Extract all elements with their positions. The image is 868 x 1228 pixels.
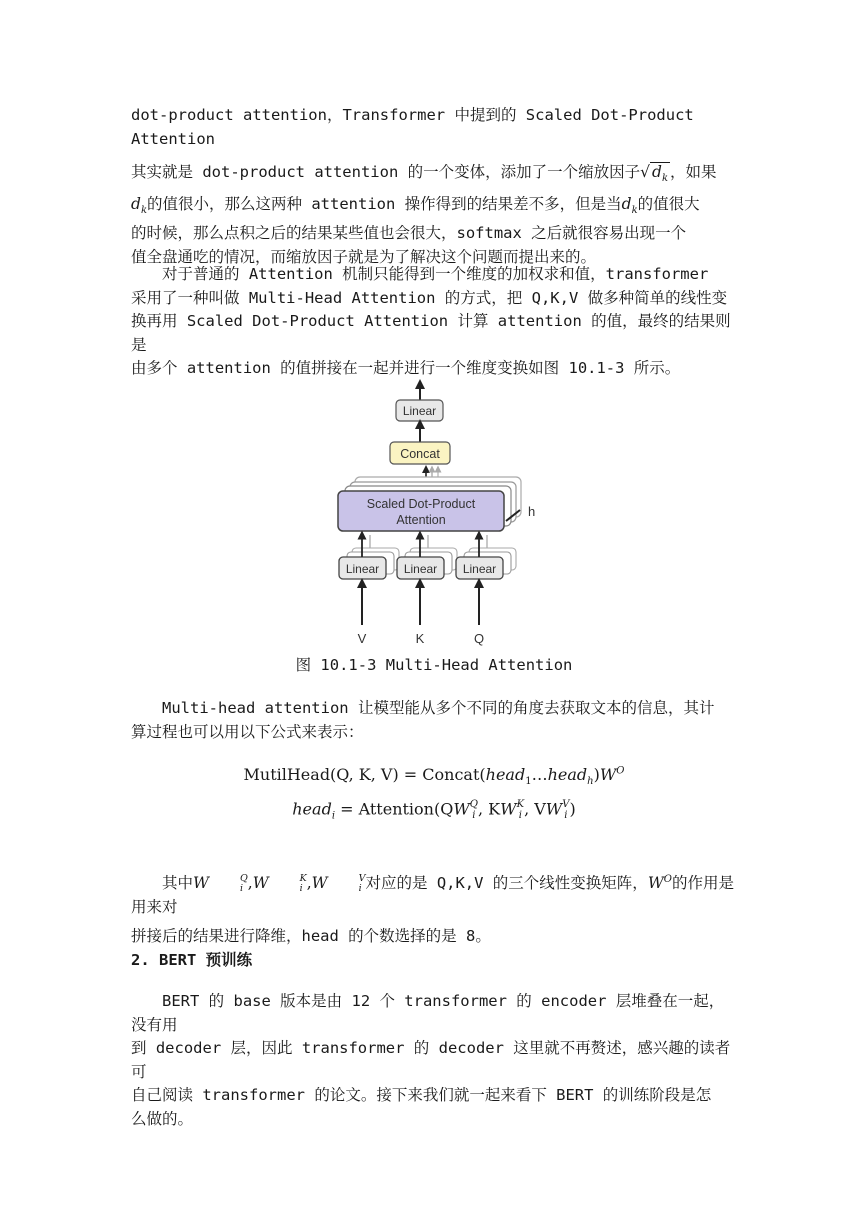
math-sup: O bbox=[663, 874, 672, 885]
line-text: 的作用是用来对 bbox=[131, 874, 734, 916]
math-sup: Q bbox=[239, 872, 248, 884]
math-W: W bbox=[193, 874, 209, 893]
line-text: 其实就是 dot-product attention 的一个变体，添加了一个缩放因子 bbox=[131, 163, 641, 181]
line-text: 的值很大 bbox=[637, 194, 700, 213]
linear-v-group bbox=[339, 548, 399, 579]
line-text: Multi-head attention 让模型能从多个不同的角度去获取文本的信息，其计 bbox=[162, 699, 715, 717]
line-text: 换再用 Scaled Dot-Product Attention 计算 attention 的值，最终的结果则是 bbox=[131, 312, 731, 354]
formula-multihead bbox=[0, 765, 868, 787]
text-line bbox=[131, 721, 737, 745]
text-line bbox=[131, 697, 737, 721]
text-line bbox=[131, 925, 737, 949]
line-text: 自己阅读 transformer 的论文。接下来我们就一起来看下 BERT 的训练阶段是怎 bbox=[131, 1086, 712, 1104]
text-line: 其中W Q i ,W K i ,W V i 对应的是 Q,K,V 的三个线性变换矩阵，$W^O$的作用是用来对 bbox=[131, 872, 734, 916]
input-v-label: V bbox=[357, 631, 367, 646]
line-text: 由多个 attention 的值拼接在一起并进行一个维度变换如图 10.1-3 所示。 bbox=[131, 359, 681, 377]
linear-k-label: Linear bbox=[403, 562, 438, 576]
concat-box bbox=[390, 442, 450, 464]
math-supsub bbox=[517, 799, 524, 821]
formula-text: , V bbox=[524, 799, 546, 819]
line-text: ，如果 bbox=[670, 163, 717, 181]
math-supsub bbox=[269, 874, 307, 894]
math-sub: i bbox=[239, 882, 243, 894]
formula-text: MutilHead(Q, K, V) = Concat( bbox=[243, 765, 486, 784]
section-heading: 2. BERT 预训练 bbox=[131, 951, 253, 969]
paragraph-matrices bbox=[131, 868, 737, 949]
text-line bbox=[131, 1108, 737, 1132]
math-sup: V bbox=[562, 799, 570, 810]
h-label: h bbox=[528, 504, 536, 519]
sdpa-label-line1: Scaled Dot-Product bbox=[366, 497, 476, 511]
math-W: W bbox=[453, 799, 470, 819]
math-k: k bbox=[631, 204, 638, 216]
paragraph-bert-pretraining bbox=[131, 990, 737, 1131]
line-text: BERT 的 base 版本是由 12 个 transformer 的 encoder 层堆叠在一起，没有用 bbox=[131, 992, 725, 1034]
formula-text: ) bbox=[569, 799, 576, 819]
text-line bbox=[131, 1037, 737, 1084]
math-k: k bbox=[661, 173, 669, 185]
formula-text: , K bbox=[478, 799, 501, 819]
math-W: W bbox=[500, 799, 517, 819]
math-sub: i bbox=[358, 882, 362, 894]
figure-caption: 图 10.1-3 Multi-Head Attention bbox=[295, 656, 573, 674]
linear-v-label: Linear bbox=[345, 562, 380, 576]
line-text: 的值很小，那么这两种 attention 操作得到的结果差不多，但是当 bbox=[147, 194, 622, 213]
math-supsub bbox=[328, 874, 366, 894]
scaled-dot-product-attention-box bbox=[338, 491, 504, 531]
math-sub: 1 bbox=[525, 776, 532, 788]
line-text: 对于普通的 Attention 机制只能得到一个维度的加权求和值，transformer bbox=[162, 265, 709, 283]
math-sup: O bbox=[616, 765, 625, 777]
linear-q-label: Linear bbox=[462, 562, 497, 576]
linear-q-group bbox=[456, 548, 516, 579]
math-d: d bbox=[652, 163, 662, 181]
math-sub: h bbox=[587, 776, 594, 788]
math-sup: K bbox=[299, 872, 307, 884]
math-W: W bbox=[647, 874, 664, 893]
math-d: d bbox=[621, 194, 632, 213]
line-text: 算过程也可以用以下公式来表示： bbox=[131, 722, 364, 741]
line-text: 对应的是 Q,K,V 的三个线性变换矩阵， bbox=[365, 874, 648, 893]
concat-label: Concat bbox=[400, 447, 440, 461]
math-head: head bbox=[292, 799, 332, 819]
math-supsub bbox=[209, 874, 248, 894]
math-head: head bbox=[485, 765, 526, 784]
math-sub: i bbox=[518, 810, 522, 821]
formula-text: ) bbox=[593, 765, 600, 784]
linear-k-group bbox=[397, 548, 457, 579]
formula-head bbox=[0, 799, 868, 822]
line-text: 到 decoder 层，因此 transformer 的 decoder 这里就不再赘述，感兴趣的读者可 bbox=[131, 1039, 731, 1081]
math-W: W bbox=[252, 874, 269, 893]
sqrt-symbol: √ bbox=[640, 163, 651, 181]
top-linear-label: Linear bbox=[402, 404, 437, 418]
sdpa-label-line2: Attention bbox=[396, 513, 446, 527]
text-line bbox=[131, 990, 737, 1037]
math-W: W bbox=[311, 874, 328, 893]
line-text: 采用了一种叫做 Multi-Head Attention 的方式，把 Q,K,V 做多种简单的线性变 bbox=[131, 288, 728, 307]
paragraph-multi-head-formula-intro bbox=[131, 697, 737, 744]
math-sup: K bbox=[516, 799, 525, 810]
line-text: 的时候，那么点积之后的结果某些值也会很大，softmax 之后就很容易出现一个 bbox=[131, 224, 687, 243]
formula-text: … bbox=[531, 765, 548, 784]
math-sub: i bbox=[564, 810, 568, 821]
math-head: head bbox=[547, 765, 588, 784]
math-k: k bbox=[140, 204, 147, 216]
top-linear-box bbox=[396, 400, 443, 421]
math-W: W bbox=[599, 765, 617, 784]
math-sub: i bbox=[472, 810, 476, 821]
math-sub: i bbox=[299, 882, 303, 894]
math-supsub bbox=[470, 799, 478, 821]
math-W: W bbox=[545, 799, 563, 819]
line-text: 拼接后的结果进行降维，head 的个数选择的是 8。 bbox=[131, 927, 491, 946]
line-text: 其中 bbox=[162, 874, 194, 893]
line-text: dot-product attention，Transformer 中提到的 Scaled Dot-Product Attention bbox=[131, 106, 694, 148]
line-text: 值全盘通吃的情况，而缩放因子就是为了解决这个问题而提出来的。 bbox=[131, 247, 597, 266]
formula-text: = Attention(Q bbox=[335, 799, 454, 819]
text-line bbox=[131, 1084, 737, 1108]
line-text: 么做的。 bbox=[131, 1109, 194, 1128]
math-sup: Q bbox=[469, 799, 478, 810]
math-d: d bbox=[131, 194, 141, 213]
math-sub: i bbox=[331, 810, 336, 822]
math-sup: V bbox=[358, 872, 366, 884]
input-k-label: K bbox=[415, 631, 425, 646]
input-q-label: Q bbox=[473, 631, 485, 646]
